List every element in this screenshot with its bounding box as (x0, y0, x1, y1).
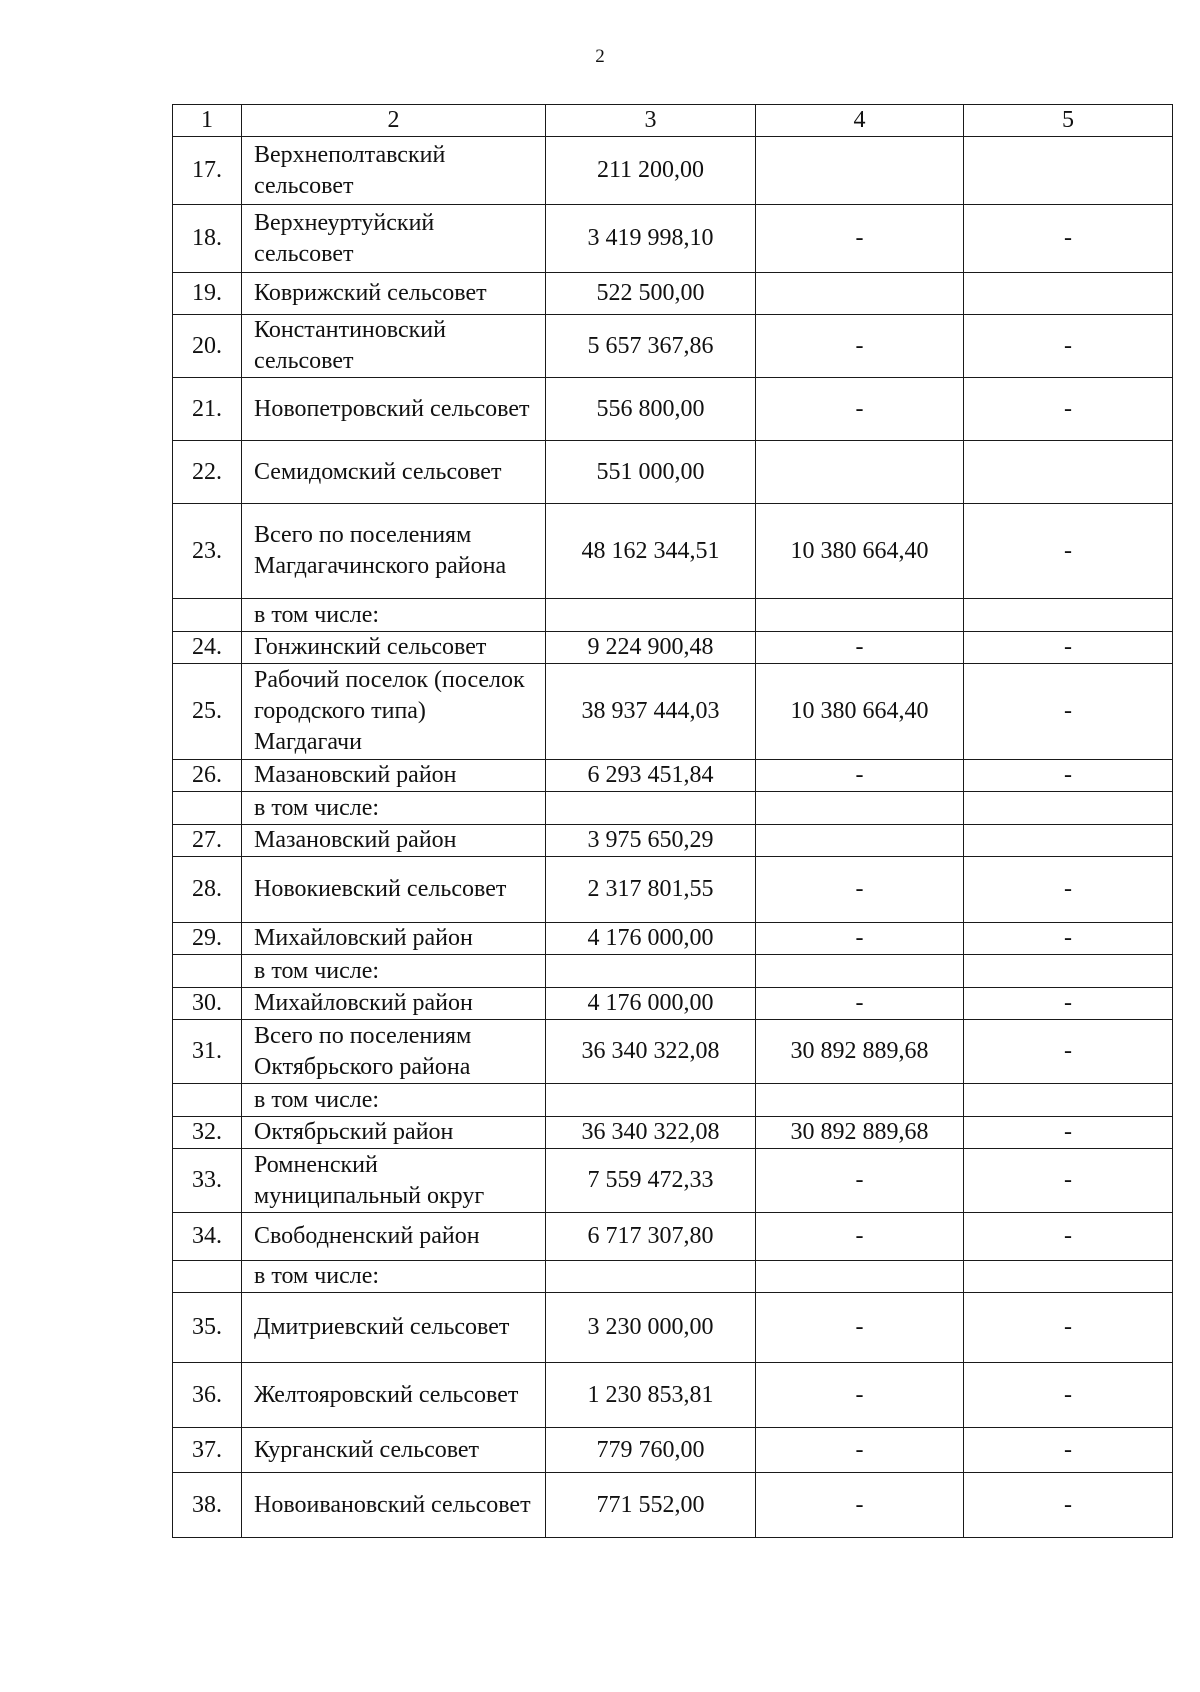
row-name-cell: в том числе: (242, 792, 546, 825)
row-col4-cell: - (756, 1213, 964, 1261)
row-col5-cell: - (964, 857, 1173, 923)
row-col3-cell (546, 1261, 756, 1293)
row-col4-cell: 30 892 889,68 (756, 1117, 964, 1149)
row-col5-cell: - (964, 504, 1173, 599)
row-col4-cell (756, 955, 964, 988)
row-name-cell: Новопетровский сельсовет (242, 378, 546, 441)
row-col4-cell: - (756, 1363, 964, 1428)
row-number-cell: 33. (173, 1149, 242, 1213)
row-number-cell (173, 955, 242, 988)
row-col4-cell: - (756, 205, 964, 273)
row-name-cell: Мазановский район (242, 760, 546, 792)
row-col4-cell: - (756, 988, 964, 1020)
table-row (173, 632, 1173, 664)
row-col3-cell (546, 599, 756, 632)
row-col3-cell (546, 955, 756, 988)
row-number-cell: 24. (173, 632, 242, 664)
table-row (173, 1428, 1173, 1473)
row-col3-cell: 36 340 322,08 (546, 1117, 756, 1149)
row-col5-cell: - (964, 378, 1173, 441)
row-name-cell: Октябрьский район (242, 1117, 546, 1149)
row-number-cell (173, 1261, 242, 1293)
table-row (173, 664, 1173, 760)
row-col3-cell: 38 937 444,03 (546, 664, 756, 760)
row-col3-cell: 7 559 472,33 (546, 1149, 756, 1213)
row-col5-cell: - (964, 923, 1173, 955)
table-row (173, 825, 1173, 857)
row-col5-cell (964, 1084, 1173, 1117)
row-name-cell: в том числе: (242, 955, 546, 988)
row-col3-cell: 4 176 000,00 (546, 923, 756, 955)
row-col4-cell (756, 1084, 964, 1117)
table-header-row (173, 105, 1173, 137)
row-col3-cell: 2 317 801,55 (546, 857, 756, 923)
row-name-cell: Всего по поселениям Магдагачинского района (242, 504, 546, 599)
table-body (173, 105, 1173, 1538)
table-row (173, 1213, 1173, 1261)
row-number-cell: 38. (173, 1473, 242, 1538)
row-col5-cell: - (964, 1117, 1173, 1149)
row-col4-cell (756, 1261, 964, 1293)
row-col5-cell: - (964, 664, 1173, 760)
table-row (173, 378, 1173, 441)
row-name-cell: Мазановский район (242, 825, 546, 857)
table-row (173, 1149, 1173, 1213)
row-col5-cell: - (964, 760, 1173, 792)
row-number-cell: 27. (173, 825, 242, 857)
row-name-cell: Новоивановский сельсовет (242, 1473, 546, 1538)
table-row (173, 760, 1173, 792)
row-col4-cell: - (756, 1428, 964, 1473)
row-col5-cell: - (964, 1293, 1173, 1363)
row-col3-cell: 522 500,00 (546, 273, 756, 315)
row-col3-cell: 1 230 853,81 (546, 1363, 756, 1428)
table-row (173, 273, 1173, 315)
row-number-cell: 35. (173, 1293, 242, 1363)
row-name-cell: Новокиевский сельсовет (242, 857, 546, 923)
row-col4-cell (756, 792, 964, 825)
row-col3-cell: 6 717 307,80 (546, 1213, 756, 1261)
table-row (173, 205, 1173, 273)
row-number-cell: 36. (173, 1363, 242, 1428)
table-row (173, 1261, 1173, 1293)
row-col3-cell: 36 340 322,08 (546, 1020, 756, 1084)
row-number-cell (173, 792, 242, 825)
row-col3-cell: 556 800,00 (546, 378, 756, 441)
row-col3-cell: 3 230 000,00 (546, 1293, 756, 1363)
row-number-cell: 20. (173, 315, 242, 378)
row-number-cell: 26. (173, 760, 242, 792)
row-name-cell: Верхнеполтавский сельсовет (242, 137, 546, 205)
row-name-cell: Рабочий поселок (поселок городского типа) Магдагачи (242, 664, 546, 760)
row-col4-cell: 30 892 889,68 (756, 1020, 964, 1084)
row-name-cell: Семидомский сельсовет (242, 441, 546, 504)
row-col4-cell: 10 380 664,40 (756, 504, 964, 599)
row-col5-cell: - (964, 205, 1173, 273)
row-col4-cell: - (756, 857, 964, 923)
row-col4-cell: - (756, 378, 964, 441)
row-col4-cell (756, 137, 964, 205)
row-col4-cell (756, 825, 964, 857)
row-col5-cell (964, 955, 1173, 988)
row-name-cell: Свободненский район (242, 1213, 546, 1261)
row-number-cell: 17. (173, 137, 242, 205)
header-cell-2: 2 (242, 105, 546, 137)
header-cell-3: 3 (546, 105, 756, 137)
row-col5-cell (964, 825, 1173, 857)
row-number-cell (173, 599, 242, 632)
row-col4-cell: - (756, 923, 964, 955)
row-col3-cell: 5 657 367,86 (546, 315, 756, 378)
header-cell-1: 1 (173, 105, 242, 137)
row-col3-cell: 6 293 451,84 (546, 760, 756, 792)
row-col5-cell: - (964, 1428, 1173, 1473)
row-name-cell: Ромненский муниципальный округ (242, 1149, 546, 1213)
row-col4-cell (756, 599, 964, 632)
row-col5-cell: - (964, 315, 1173, 378)
row-number-cell: 19. (173, 273, 242, 315)
row-number-cell: 30. (173, 988, 242, 1020)
page-number: 2 (595, 46, 605, 67)
row-col4-cell: - (756, 315, 964, 378)
table-row (173, 988, 1173, 1020)
row-col5-cell (964, 137, 1173, 205)
row-name-cell: Константиновский сельсовет (242, 315, 546, 378)
row-col5-cell (964, 1261, 1173, 1293)
row-col5-cell: - (964, 1149, 1173, 1213)
row-number-cell: 37. (173, 1428, 242, 1473)
row-name-cell: Курганский сельсовет (242, 1428, 546, 1473)
table-row (173, 137, 1173, 205)
row-col3-cell: 4 176 000,00 (546, 988, 756, 1020)
row-name-cell: Всего по поселениям Октябрьского района (242, 1020, 546, 1084)
row-col5-cell (964, 273, 1173, 315)
row-col3-cell (546, 1084, 756, 1117)
row-name-cell: в том числе: (242, 1084, 546, 1117)
table-row (173, 504, 1173, 599)
row-col4-cell (756, 273, 964, 315)
table-row (173, 1084, 1173, 1117)
table-row (173, 955, 1173, 988)
row-col4-cell (756, 441, 964, 504)
row-col3-cell (546, 792, 756, 825)
row-number-cell: 28. (173, 857, 242, 923)
row-name-cell: Дмитриевский сельсовет (242, 1293, 546, 1363)
row-name-cell: Михайловский район (242, 923, 546, 955)
row-name-cell: Верхнеуртуйский сельсовет (242, 205, 546, 273)
row-col4-cell: - (756, 632, 964, 664)
header-cell-4: 4 (756, 105, 964, 137)
table-row (173, 441, 1173, 504)
row-col4-cell: 10 380 664,40 (756, 664, 964, 760)
row-name-cell: Желтояровский сельсовет (242, 1363, 546, 1428)
row-number-cell: 29. (173, 923, 242, 955)
allocation-table (172, 104, 1173, 1538)
table-row (173, 1117, 1173, 1149)
row-col3-cell: 551 000,00 (546, 441, 756, 504)
row-number-cell: 25. (173, 664, 242, 760)
row-name-cell: Коврижский сельсовет (242, 273, 546, 315)
row-col3-cell: 779 760,00 (546, 1428, 756, 1473)
row-number-cell: 22. (173, 441, 242, 504)
header-cell-5: 5 (964, 105, 1173, 137)
row-col3-cell: 211 200,00 (546, 137, 756, 205)
table-row (173, 1020, 1173, 1084)
table-row (173, 315, 1173, 378)
table-row (173, 1363, 1173, 1428)
row-col5-cell (964, 441, 1173, 504)
row-col3-cell: 9 224 900,48 (546, 632, 756, 664)
table-row (173, 599, 1173, 632)
row-col5-cell (964, 599, 1173, 632)
row-col3-cell: 3 419 998,10 (546, 205, 756, 273)
table-row (173, 857, 1173, 923)
row-col4-cell: - (756, 1473, 964, 1538)
row-number-cell: 21. (173, 378, 242, 441)
row-number-cell: 34. (173, 1213, 242, 1261)
row-number-cell: 23. (173, 504, 242, 599)
row-col3-cell: 3 975 650,29 (546, 825, 756, 857)
row-col5-cell: - (964, 632, 1173, 664)
row-number-cell (173, 1084, 242, 1117)
row-col5-cell (964, 792, 1173, 825)
row-col5-cell: - (964, 1020, 1173, 1084)
row-col3-cell: 771 552,00 (546, 1473, 756, 1538)
row-name-cell: Гонжинский сельсовет (242, 632, 546, 664)
row-number-cell: 31. (173, 1020, 242, 1084)
table-row (173, 1473, 1173, 1538)
row-name-cell: в том числе: (242, 599, 546, 632)
table-row (173, 792, 1173, 825)
row-col4-cell: - (756, 1293, 964, 1363)
row-col3-cell: 48 162 344,51 (546, 504, 756, 599)
row-col5-cell: - (964, 1363, 1173, 1428)
row-name-cell: в том числе: (242, 1261, 546, 1293)
row-number-cell: 18. (173, 205, 242, 273)
table-row (173, 1293, 1173, 1363)
row-col5-cell: - (964, 1213, 1173, 1261)
row-number-cell: 32. (173, 1117, 242, 1149)
row-name-cell: Михайловский район (242, 988, 546, 1020)
row-col4-cell: - (756, 760, 964, 792)
row-col4-cell: - (756, 1149, 964, 1213)
table-row (173, 923, 1173, 955)
row-col5-cell: - (964, 1473, 1173, 1538)
row-col5-cell: - (964, 988, 1173, 1020)
